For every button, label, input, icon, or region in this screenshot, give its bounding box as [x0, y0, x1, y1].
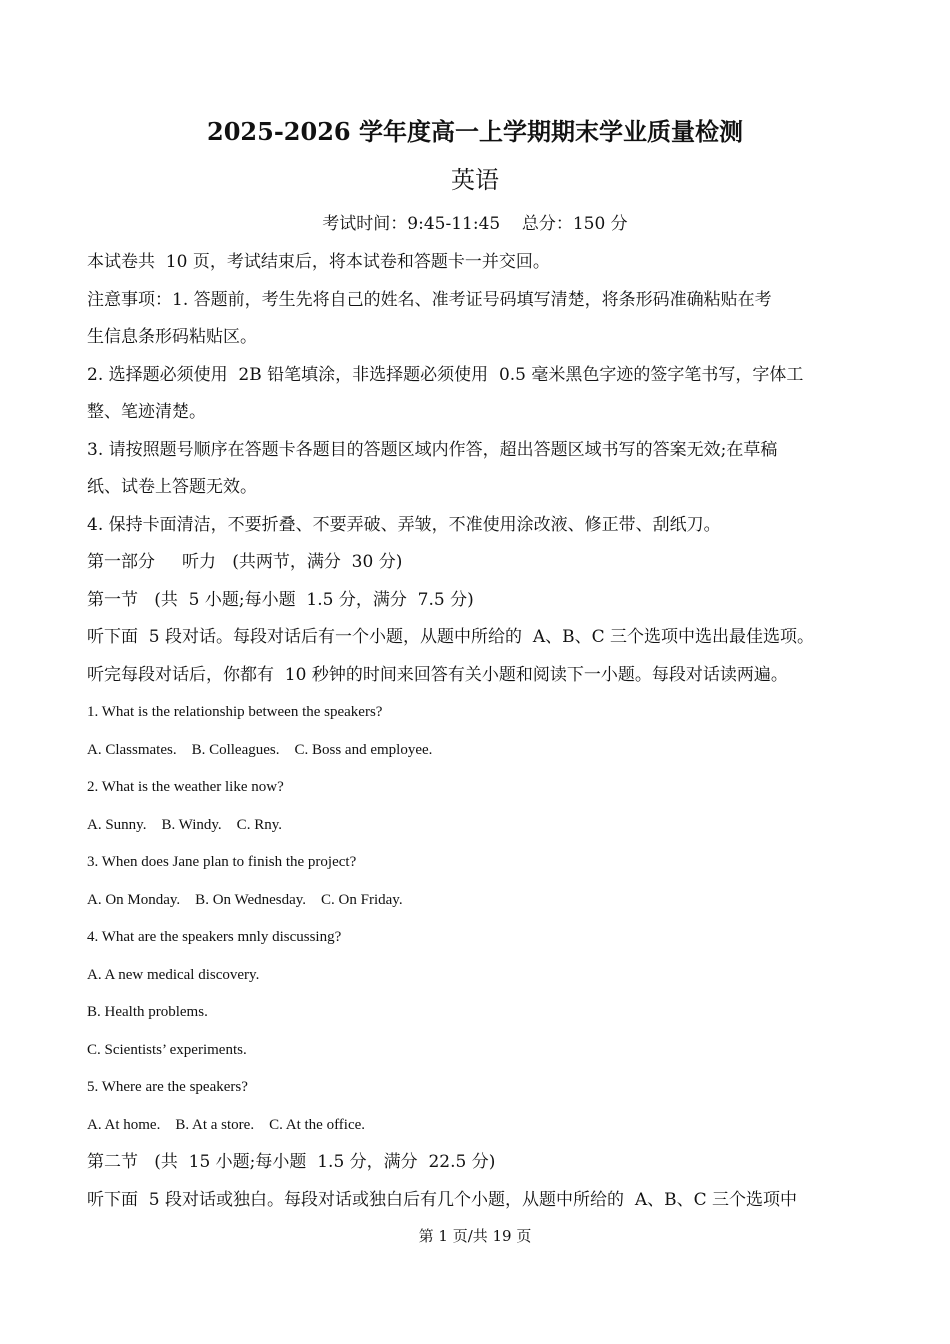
note-3-cont: 纸、试卷上答题无效。: [87, 477, 257, 497]
subject-title: 英语: [451, 166, 499, 194]
question-1: 1. What is the relationship between the speakers?: [87, 704, 383, 720]
question-2: 2. What is the weather like now?: [87, 779, 284, 795]
section1-heading: 第一节 (共 5 小题;每小题 1.5 分，满分 7.5 分): [87, 589, 474, 610]
question-1-options: A. Classmates. B. Colleagues. C. Boss and employee.: [87, 741, 433, 758]
exam-title: 2025-2026 学年度高一上学期期末学业质量检测: [207, 117, 743, 146]
question-2-options: A. Sunny. B. Windy. C. Rny.: [87, 816, 282, 833]
intro-line: 本试卷共 10 页，考试结束后，将本试卷和答题卡一并交回。: [87, 252, 550, 272]
note-1-cont: 生信息条形码粘贴区。: [87, 327, 257, 347]
note-2-cont: 整、笔迹清楚。: [87, 402, 206, 422]
question-4: 4. What are the speakers mnly discussing?: [87, 929, 342, 945]
section1-instructions-a: 听下面 5 段对话。每段对话后有一个小题，从题中所给的 A、B、C 三个选项中选出最佳选项。: [87, 627, 815, 647]
section2-instructions: 听下面 5 段对话或独白。每段对话或独白后有几个小题，从题中所给的 A、B、C 三个选项中: [87, 1189, 798, 1210]
page-footer: 第 1 页/共 19 页: [418, 1227, 532, 1245]
note-2: 2. 选择题必须使用 2B 铅笔填涂，非选择题必须使用 0.5 毫米黑色字迹的签字笔书写，字体工: [87, 364, 804, 385]
section1-instructions-b: 听完每段对话后，你都有 10 秒钟的时间来回答有关小题和阅读下一小题。每段对话读两遍。: [87, 664, 788, 685]
question-4-option-c: C. Scientists’ experiments.: [87, 1041, 247, 1058]
section2-heading: 第二节 (共 15 小题;每小题 1.5 分，满分 22.5 分): [87, 1152, 496, 1172]
note-1: 注意事项：1. 答题前，考生先将自己的姓名、准考证号码填写清楚，将条形码准确粘贴在考: [87, 289, 772, 310]
question-4-option-b: B. Health problems.: [87, 1004, 208, 1020]
note-4: 4. 保持卡面清洁，不要折叠、不要弄破、弄皱，不准使用涂改液、修正带、刮纸刀。: [87, 514, 721, 535]
question-5-options: A. At home. B. At a store. C. At the office.: [87, 1116, 366, 1133]
note-3: 3. 请按照题号顺序在答题卡各题目的答题区域内作答，超出答题区域书写的答案无效;在草稿: [87, 439, 778, 460]
question-3-options: A. On Monday. B. On Wednesday. C. On Friday.: [87, 891, 403, 908]
question-5: 5. Where are the speakers?: [87, 1079, 248, 1095]
question-3: 3. When does Jane plan to finish the project?: [87, 854, 357, 870]
question-4-option-a: A. A new medical discovery.: [87, 966, 260, 983]
exam-time-info: 考试时间：9:45-11:45 总分：150 分: [322, 214, 628, 234]
exam-body: [87, 244, 897, 1219]
part1-heading: 第一部分 听力 (共两节，满分 30 分): [87, 552, 403, 572]
